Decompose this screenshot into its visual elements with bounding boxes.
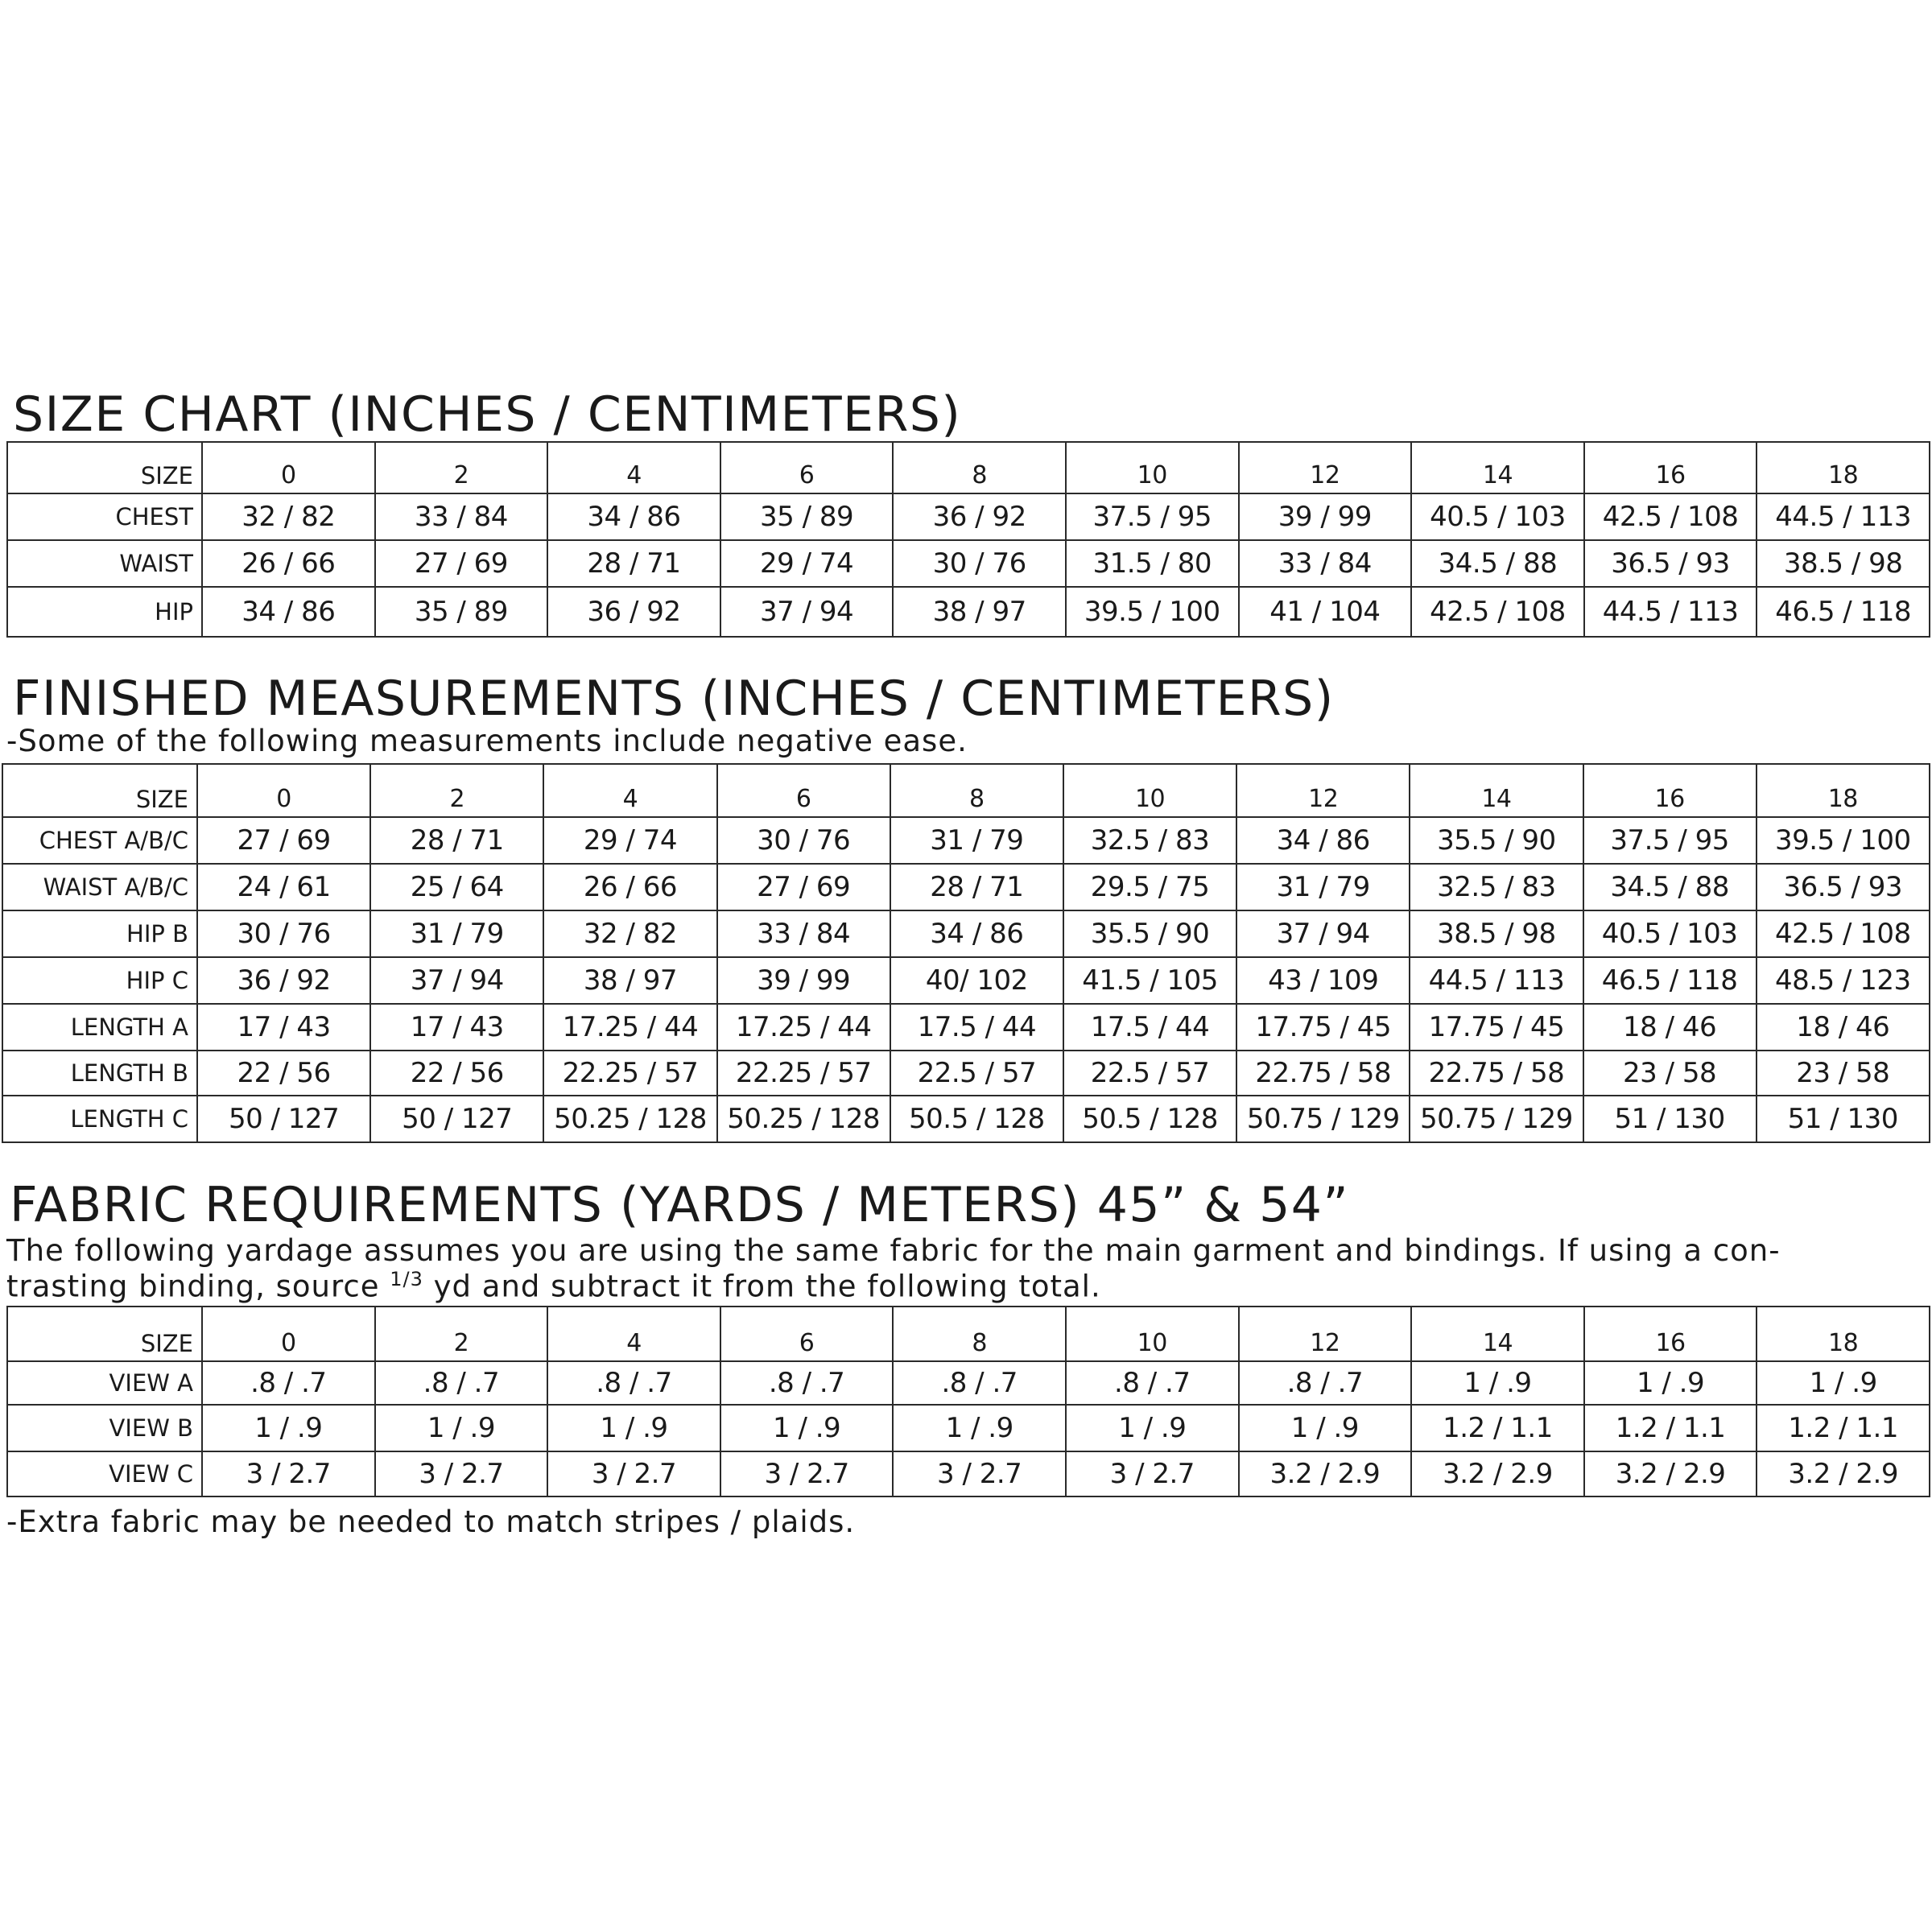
table-cell: 34.5 / 88 (1411, 540, 1584, 587)
table-cell: 36 / 92 (893, 493, 1066, 540)
size-header-label: SIZE (7, 442, 202, 493)
table-cell: 46.5 / 118 (1583, 957, 1757, 1004)
table-cell: 27 / 69 (375, 540, 548, 587)
table-cell: 37.5 / 95 (1066, 493, 1239, 540)
table-cell: 3 / 2.7 (547, 1451, 720, 1496)
table-row (2, 1096, 1930, 1142)
table-cell: 35.5 / 90 (1410, 817, 1583, 864)
table-cell: 34.5 / 88 (1583, 864, 1757, 910)
size-header-label: SIZE (7, 1307, 202, 1361)
table-cell: 34 / 86 (890, 910, 1063, 957)
table-cell: 50 / 127 (197, 1096, 370, 1142)
table-cell: .8 / .7 (1066, 1361, 1239, 1405)
table-cell: 32 / 82 (202, 493, 375, 540)
size-column-header: 4 (547, 1307, 720, 1361)
size-column-header: 12 (1239, 1307, 1412, 1361)
table-cell: 25 / 64 (370, 864, 543, 910)
table-cell: 42.5 / 108 (1584, 493, 1757, 540)
table-cell: .8 / .7 (893, 1361, 1066, 1405)
table-cell: 43 / 109 (1236, 957, 1410, 1004)
table-cell: 17 / 43 (370, 1004, 543, 1051)
size-column-header: 16 (1584, 1307, 1757, 1361)
table-cell: 41.5 / 105 (1063, 957, 1236, 1004)
table-cell: 1 / .9 (1584, 1361, 1757, 1405)
row-label: VIEW C (7, 1451, 202, 1496)
table-cell: 1 / .9 (720, 1405, 894, 1451)
table-row (2, 1004, 1930, 1051)
size-column-header: 8 (890, 764, 1063, 817)
table-cell: 3.2 / 2.9 (1239, 1451, 1412, 1496)
size-column-header: 4 (547, 442, 720, 493)
table-cell: 44.5 / 113 (1410, 957, 1583, 1004)
size-column-header: 10 (1066, 1307, 1239, 1361)
table-row (7, 493, 1930, 540)
table-cell: 51 / 130 (1583, 1096, 1757, 1142)
table-cell: 50.5 / 128 (890, 1096, 1063, 1142)
table-cell: 29.5 / 75 (1063, 864, 1236, 910)
size-column-header: 16 (1584, 442, 1757, 493)
size-column-header: 4 (543, 764, 716, 817)
size-column-header: 8 (893, 442, 1066, 493)
size-header-label: SIZE (2, 764, 197, 817)
table-cell: 17.75 / 45 (1410, 1004, 1583, 1051)
table-cell: 39 / 99 (1239, 493, 1412, 540)
table-cell: 30 / 76 (197, 910, 370, 957)
size-header-row (7, 1307, 1930, 1361)
table-cell: 22 / 56 (197, 1051, 370, 1096)
table-cell: 1.2 / 1.1 (1411, 1405, 1584, 1451)
table-cell: 39.5 / 100 (1757, 817, 1930, 864)
table-cell: 27 / 69 (197, 817, 370, 864)
row-label: LENGTH B (2, 1051, 197, 1096)
table-row (7, 540, 1930, 587)
table-cell: 33 / 84 (375, 493, 548, 540)
table-cell: 17.5 / 44 (890, 1004, 1063, 1051)
table-cell: 24 / 61 (197, 864, 370, 910)
table-cell: 35 / 89 (720, 493, 894, 540)
table-cell: 32.5 / 83 (1410, 864, 1583, 910)
table-cell: 1 / .9 (1239, 1405, 1412, 1451)
fabric-requirements-note-line1: The following yardage assumes you are using the same fabric for the main garment and bindings. If using a con- (6, 1233, 1781, 1268)
table-cell: 37 / 94 (720, 587, 894, 637)
table-cell: 22.5 / 57 (890, 1051, 1063, 1096)
table-cell: .8 / .7 (202, 1361, 375, 1405)
table-cell: .8 / .7 (720, 1361, 894, 1405)
table-cell: 3 / 2.7 (1066, 1451, 1239, 1496)
table-cell: 3 / 2.7 (720, 1451, 894, 1496)
table-cell: 28 / 71 (547, 540, 720, 587)
table-cell: 44.5 / 113 (1757, 493, 1930, 540)
table-row (2, 957, 1930, 1004)
table-cell: 17.5 / 44 (1063, 1004, 1236, 1051)
table-row (7, 1405, 1930, 1451)
table-cell: 30 / 76 (717, 817, 890, 864)
size-header-row (7, 442, 1930, 493)
table-cell: 23 / 58 (1583, 1051, 1757, 1096)
fabric-requirements-note-line2 (6, 1268, 1101, 1304)
fabric-note-fraction: 1/3 (390, 1268, 423, 1290)
row-label: LENGTH A (2, 1004, 197, 1051)
table-cell: 26 / 66 (202, 540, 375, 587)
table-cell: 34 / 86 (547, 493, 720, 540)
size-column-header: 14 (1411, 1307, 1584, 1361)
table-cell: 22.25 / 57 (717, 1051, 890, 1096)
size-column-header: 0 (202, 442, 375, 493)
table-cell: 39.5 / 100 (1066, 587, 1239, 637)
size-column-header: 0 (197, 764, 370, 817)
table-cell: 50 / 127 (370, 1096, 543, 1142)
table-cell: 22.75 / 58 (1236, 1051, 1410, 1096)
table-cell: 32.5 / 83 (1063, 817, 1236, 864)
table-cell: 23 / 58 (1757, 1051, 1930, 1096)
row-label: CHEST (7, 493, 202, 540)
table-cell: 3 / 2.7 (375, 1451, 548, 1496)
table-row (2, 1051, 1930, 1096)
finished-measurements-table (2, 763, 1930, 1143)
fabric-note-suffix: yd and subtract it from the following total. (423, 1269, 1101, 1304)
table-cell: .8 / .7 (1239, 1361, 1412, 1405)
table-cell: 18 / 46 (1583, 1004, 1757, 1051)
row-label: HIP B (2, 910, 197, 957)
size-column-header: 12 (1236, 764, 1410, 817)
table-cell: 50.75 / 129 (1410, 1096, 1583, 1142)
table-cell: 29 / 74 (720, 540, 894, 587)
table-cell: 22.75 / 58 (1410, 1051, 1583, 1096)
finished-measurements-title: FINISHED MEASUREMENTS (INCHES / CENTIMETERS) (13, 671, 1335, 727)
table-cell: 31 / 79 (370, 910, 543, 957)
table-cell: .8 / .7 (375, 1361, 548, 1405)
size-column-header: 14 (1411, 442, 1584, 493)
table-cell: 44.5 / 113 (1584, 587, 1757, 637)
size-column-header: 2 (375, 442, 548, 493)
table-cell: 3.2 / 2.9 (1757, 1451, 1930, 1496)
table-cell: 1 / .9 (1411, 1361, 1584, 1405)
table-cell: 50.75 / 129 (1236, 1096, 1410, 1142)
size-column-header: 0 (202, 1307, 375, 1361)
table-cell: 1 / .9 (375, 1405, 548, 1451)
table-cell: 34 / 86 (202, 587, 375, 637)
table-cell: 38.5 / 98 (1757, 540, 1930, 587)
table-cell: 51 / 130 (1757, 1096, 1930, 1142)
table-cell: 40/ 102 (890, 957, 1063, 1004)
row-label: LENGTH C (2, 1096, 197, 1142)
table-cell: 17.25 / 44 (717, 1004, 890, 1051)
table-cell: 22.5 / 57 (1063, 1051, 1236, 1096)
table-cell: 32 / 82 (543, 910, 716, 957)
table-cell: 1 / .9 (1757, 1361, 1930, 1405)
table-cell: 30 / 76 (893, 540, 1066, 587)
fabric-requirements-table (6, 1306, 1930, 1497)
size-column-header: 6 (720, 1307, 894, 1361)
table-cell: 17 / 43 (197, 1004, 370, 1051)
table-cell: 40.5 / 103 (1583, 910, 1757, 957)
table-cell: 41 / 104 (1239, 587, 1412, 637)
size-chart-title: SIZE CHART (INCHES / CENTIMETERS) (13, 386, 962, 443)
table-row (2, 864, 1930, 910)
table-cell: 3 / 2.7 (893, 1451, 1066, 1496)
table-cell: 27 / 69 (717, 864, 890, 910)
table-cell: 1 / .9 (1066, 1405, 1239, 1451)
table-cell: 34 / 86 (1236, 817, 1410, 864)
row-label: VIEW B (7, 1405, 202, 1451)
table-cell: 38 / 97 (543, 957, 716, 1004)
table-cell: 37 / 94 (370, 957, 543, 1004)
table-cell: 40.5 / 103 (1411, 493, 1584, 540)
table-cell: 28 / 71 (370, 817, 543, 864)
table-cell: 33 / 84 (1239, 540, 1412, 587)
table-row (7, 1451, 1930, 1496)
size-column-header: 18 (1757, 1307, 1930, 1361)
size-header-row (2, 764, 1930, 817)
table-row (2, 817, 1930, 864)
size-column-header: 18 (1757, 764, 1930, 817)
finished-measurements-note: -Some of the following measurements include negative ease. (6, 724, 968, 758)
row-label: WAIST A/B/C (2, 864, 197, 910)
table-cell: 18 / 46 (1757, 1004, 1930, 1051)
fabric-note-prefix: trasting binding, source (6, 1269, 390, 1304)
row-label: VIEW A (7, 1361, 202, 1405)
table-cell: 38 / 97 (893, 587, 1066, 637)
table-cell: 1.2 / 1.1 (1584, 1405, 1757, 1451)
table-row (7, 1361, 1930, 1405)
size-column-header: 18 (1757, 442, 1930, 493)
table-cell: 35 / 89 (375, 587, 548, 637)
size-column-header: 10 (1066, 442, 1239, 493)
table-cell: 1 / .9 (893, 1405, 1066, 1451)
table-cell: 22 / 56 (370, 1051, 543, 1096)
row-label: HIP (7, 587, 202, 637)
table-cell: .8 / .7 (547, 1361, 720, 1405)
table-cell: 3.2 / 2.9 (1411, 1451, 1584, 1496)
row-label: WAIST (7, 540, 202, 587)
table-cell: 36.5 / 93 (1757, 864, 1930, 910)
table-cell: 37 / 94 (1236, 910, 1410, 957)
table-cell: 33 / 84 (717, 910, 890, 957)
table-cell: 31.5 / 80 (1066, 540, 1239, 587)
size-column-header: 2 (370, 764, 543, 817)
table-cell: 35.5 / 90 (1063, 910, 1236, 957)
table-row (7, 587, 1930, 637)
table-cell: 3.2 / 2.9 (1584, 1451, 1757, 1496)
table-cell: 31 / 79 (1236, 864, 1410, 910)
table-cell: 1.2 / 1.1 (1757, 1405, 1930, 1451)
table-cell: 31 / 79 (890, 817, 1063, 864)
table-cell: 50.5 / 128 (1063, 1096, 1236, 1142)
table-cell: 1 / .9 (202, 1405, 375, 1451)
table-cell: 29 / 74 (543, 817, 716, 864)
table-cell: 50.25 / 128 (543, 1096, 716, 1142)
fabric-footer-note: -Extra fabric may be needed to match stripes / plaids. (6, 1505, 856, 1539)
table-cell: 50.25 / 128 (717, 1096, 890, 1142)
table-cell: 22.25 / 57 (543, 1051, 716, 1096)
table-cell: 26 / 66 (543, 864, 716, 910)
table-cell: 17.75 / 45 (1236, 1004, 1410, 1051)
size-chart-table (6, 441, 1930, 638)
size-column-header: 6 (717, 764, 890, 817)
size-column-header: 8 (893, 1307, 1066, 1361)
table-cell: 1 / .9 (547, 1405, 720, 1451)
table-cell: 48.5 / 123 (1757, 957, 1930, 1004)
table-cell: 17.25 / 44 (543, 1004, 716, 1051)
size-column-header: 14 (1410, 764, 1583, 817)
size-column-header: 12 (1239, 442, 1412, 493)
table-cell: 3 / 2.7 (202, 1451, 375, 1496)
size-column-header: 16 (1583, 764, 1757, 817)
table-cell: 39 / 99 (717, 957, 890, 1004)
table-cell: 36 / 92 (547, 587, 720, 637)
table-cell: 42.5 / 108 (1411, 587, 1584, 637)
table-cell: 36 / 92 (197, 957, 370, 1004)
table-cell: 28 / 71 (890, 864, 1063, 910)
table-cell: 36.5 / 93 (1584, 540, 1757, 587)
size-column-header: 10 (1063, 764, 1236, 817)
table-row (2, 910, 1930, 957)
table-cell: 38.5 / 98 (1410, 910, 1583, 957)
size-column-header: 6 (720, 442, 894, 493)
size-column-header: 2 (375, 1307, 548, 1361)
table-cell: 37.5 / 95 (1583, 817, 1757, 864)
table-cell: 42.5 / 108 (1757, 910, 1930, 957)
row-label: CHEST A/B/C (2, 817, 197, 864)
row-label: HIP C (2, 957, 197, 1004)
table-cell: 46.5 / 118 (1757, 587, 1930, 637)
fabric-requirements-title: FABRIC REQUIREMENTS (YARDS / METERS) 45” & 54” (10, 1177, 1350, 1233)
